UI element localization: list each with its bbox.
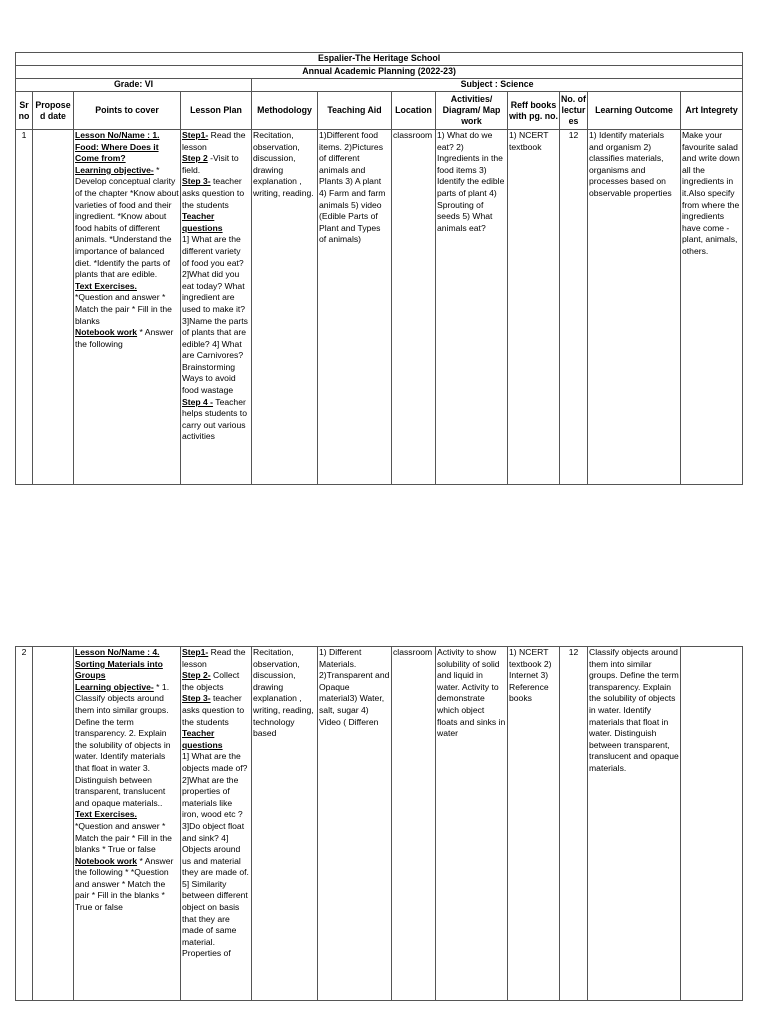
school-name: Espalier-The Heritage School [16,53,743,66]
step2-label: Step 2- [182,670,211,681]
teaching-aid-cell: 1)Different food items. 2)Pictures of different animals and Plants 3) A plant 4) Farm and farm animals 5) video (Edible Parts of Plant and Types of animals) [318,130,392,485]
plan-title: Annual Academic Planning (2022-23) [16,66,743,79]
notebook-label: Notebook work [75,855,138,866]
teacher-questions-text: 1] What are the different variety of food you eat? 2]What did you eat today? What ingredient are used to make it? 3]Name the parts of plants that are edible? 4] What are Carnivores? Brainstorming Ways to avoid food wastage [182,234,248,396]
activities-cell: Activity to show solubility of solid and liquid in water. Activity to demonstrate which object floats and sinks in water [436,647,508,1001]
objective-text: * Develop conceptual clarity of the chapter *Know about varieties of food and their ingredient. *Know about food habits of different animals. *Understand the importance of balanced diet. *Identify the parts of plants that are edible. [75,164,179,280]
sr-cell: 1 [16,130,33,485]
step1-label: Step1- [182,130,209,140]
subject-label: Subject : Science [252,79,743,92]
lesson-title: Lesson No/Name : 4. Sorting Materials into Groups [75,647,163,681]
outcome-cell: Classify objects around them into similar groups. Define the term transparency. Explain the solubility of objects in water. Identify materials that float in water. Distinguish between transparent, translucent and opaque materials. [588,647,681,1001]
date-cell [33,647,74,1001]
step3-label: Step 3- [182,693,211,704]
notebook-body: * Answer the following * *Question and answer * Match the pair * Fill in the blanks * True or false [75,855,174,913]
lesson-plan-cell [181,647,252,1001]
planning-table-bottom [15,646,743,1001]
lectures-cell: 12 [560,130,588,485]
text-exercises-body: *Question and answer * Match the pair * Fill in the blanks [75,292,172,326]
col-date: Propose d date [33,92,74,130]
text-exercises-label: Text Exercises. [75,280,137,291]
step1-label: Step1- [182,647,209,657]
location-cell: classroom [392,130,436,485]
notebook-body: * Answer the following [75,327,174,349]
col-art: Art Integrety [681,92,743,130]
teaching-aid-cell: 1) Different Materials. 2)Transparent and Opaque material3) Water, salt, sugar 4) Video ( Differen [318,647,392,1001]
step3-text: teacher asks question to the students [182,693,245,727]
col-lectures: No. of lectur es [560,92,588,130]
art-cell [681,647,743,1001]
col-outcome: Learning Outcome [588,92,681,130]
sr-cell: 2 [16,647,33,1001]
teacher-questions-text: 1] What are the objects made of? 2]What are the properties of materials like iron, wood etc ? 3]Do object float and sink? 4] Objects around us and material they are made of. 5] Similarity between different object on basis that they are made of same material. Properties of [182,751,249,959]
table-row [16,130,743,485]
activities-cell: 1) What do we eat? 2) Ingredients in the food items 3) Identify the edible parts of plant 4) Sprouting of seeds 5) What animals eat? [436,130,508,485]
step2-label: Step 2 [182,153,208,164]
points-cell [74,130,181,485]
teacher-questions-label: Teacher questions [182,728,223,750]
text-exercises-label: Text Exercises. [75,809,137,820]
step2-text: Collect the objects [182,670,240,692]
grade-label: Grade: VI [16,79,252,92]
col-points: Points to cover [74,92,181,130]
points-cell [74,647,181,1001]
step2-text: -Visit to field. [182,153,239,175]
notebook-label: Notebook work [75,327,138,338]
step3-label: Step 3- [182,176,211,187]
col-reff: Reff books with pg. no. [508,92,560,130]
objective-label: Learning objective- [75,681,154,692]
col-location: Location [392,92,436,130]
methodology-cell: Recitation, observation, discussion, drawing explanation , writing, reading. [252,130,318,485]
methodology-cell: Recitation, observation, discussion, drawing explanation , writing, reading, technology based [252,647,318,1001]
table-row [16,647,743,1001]
planning-table-top [15,52,743,485]
step4-text: Teacher helps students to carry out various activities [182,396,247,442]
reff-cell: 1) NCERT textbook [508,130,560,485]
step1-text: Read the lesson [182,130,246,152]
step1-text: Read the lesson [182,647,246,669]
col-aid: Teaching Aid [318,92,392,130]
col-sr: Sr no [16,92,33,130]
step3-text: teacher asks question to the students [182,176,245,210]
objective-text: * 1. Classify objects around them into similar groups. Define the term transparency. 2. Explain the solubility of objects in water. Identify materials that float in water 3. Distinguish between transparent, translucent and opaque materials.. [75,681,171,808]
lesson-plan-cell [181,130,252,485]
text-exercises-body: *Question and answer * Match the pair * Fill in the blanks * True or false [75,820,172,855]
step4-label: Step 4 - [182,396,214,407]
teacher-questions-label: Teacher questions [182,211,223,233]
col-method: Methodology [252,92,318,130]
date-cell [33,130,74,485]
lectures-cell: 12 [560,647,588,1001]
location-cell: classroom [392,647,436,1001]
col-activities: Activities/ Diagram/ Map work [436,92,508,130]
reff-cell: 1) NCERT textbook 2) Internet 3) Reference books [508,647,560,1001]
outcome-cell: 1) Identify materials and organism 2) classifies materials, organisms and processes based on observable properties [588,130,681,485]
lesson-title: Lesson No/Name : 1. Food: Where Does it Come from? [75,130,160,164]
objective-label: Learning objective- [75,164,154,175]
col-lesson: Lesson Plan [181,92,252,130]
art-cell: Make your favourite salad and write down all the ingredients in it.Also specify from where the ingredients have come - plant, animals, others. [681,130,743,485]
